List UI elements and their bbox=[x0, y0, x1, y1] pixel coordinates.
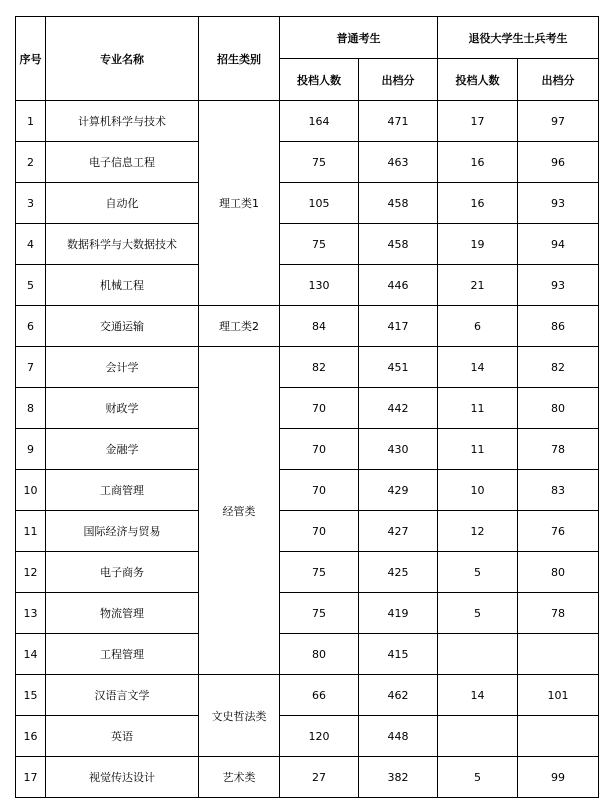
table-row bbox=[16, 470, 599, 511]
table-row bbox=[16, 675, 599, 716]
cell-major: 机械工程 bbox=[46, 265, 199, 306]
cell-regular-count: 75 bbox=[280, 142, 359, 183]
cell-veteran-count: 16 bbox=[438, 183, 518, 224]
cell-veteran-score: 94 bbox=[518, 224, 599, 265]
header-regular: 普通考生 bbox=[280, 17, 438, 59]
cell-index: 13 bbox=[16, 593, 46, 634]
cell-regular-score: 442 bbox=[359, 388, 438, 429]
cell-category: 艺术类 bbox=[199, 757, 280, 798]
cell-major: 财政学 bbox=[46, 388, 199, 429]
header-regular-count: 投档人数 bbox=[280, 59, 359, 101]
cell-regular-score: 458 bbox=[359, 224, 438, 265]
cell-index: 14 bbox=[16, 634, 46, 675]
header-regular-score: 出档分 bbox=[359, 59, 438, 101]
cell-category: 文史哲法类 bbox=[199, 675, 280, 757]
cell-index: 8 bbox=[16, 388, 46, 429]
cell-veteran-count: 5 bbox=[438, 552, 518, 593]
cell-veteran-count: 6 bbox=[438, 306, 518, 347]
cell-regular-score: 425 bbox=[359, 552, 438, 593]
cell-index: 15 bbox=[16, 675, 46, 716]
cell-veteran-count: 5 bbox=[438, 757, 518, 798]
cell-major: 英语 bbox=[46, 716, 199, 757]
cell-index: 1 bbox=[16, 101, 46, 142]
cell-veteran-count: 5 bbox=[438, 593, 518, 634]
header-veteran-count: 投档人数 bbox=[438, 59, 518, 101]
cell-index: 16 bbox=[16, 716, 46, 757]
cell-veteran-score: 83 bbox=[518, 470, 599, 511]
cell-veteran-score: 78 bbox=[518, 429, 599, 470]
cell-veteran-score: 97 bbox=[518, 101, 599, 142]
table-row bbox=[16, 716, 599, 757]
table-row bbox=[16, 306, 599, 347]
cell-regular-count: 70 bbox=[280, 388, 359, 429]
cell-veteran-score: 76 bbox=[518, 511, 599, 552]
cell-regular-score: 415 bbox=[359, 634, 438, 675]
cell-major: 物流管理 bbox=[46, 593, 199, 634]
cell-veteran-score: 78 bbox=[518, 593, 599, 634]
cell-major: 会计学 bbox=[46, 347, 199, 388]
cell-veteran-score bbox=[518, 716, 599, 757]
cell-index: 11 bbox=[16, 511, 46, 552]
cell-veteran-count bbox=[438, 716, 518, 757]
header-veteran-score: 出档分 bbox=[518, 59, 599, 101]
cell-veteran-count: 11 bbox=[438, 388, 518, 429]
cell-regular-score: 417 bbox=[359, 306, 438, 347]
cell-veteran-count: 21 bbox=[438, 265, 518, 306]
header-category: 招生类别 bbox=[199, 17, 280, 101]
table-row bbox=[16, 101, 599, 142]
cell-index: 12 bbox=[16, 552, 46, 593]
cell-veteran-count: 14 bbox=[438, 347, 518, 388]
cell-regular-score: 427 bbox=[359, 511, 438, 552]
cell-regular-score: 458 bbox=[359, 183, 438, 224]
cell-veteran-count: 12 bbox=[438, 511, 518, 552]
cell-regular-score: 462 bbox=[359, 675, 438, 716]
cell-major: 工程管理 bbox=[46, 634, 199, 675]
cell-major: 汉语言文学 bbox=[46, 675, 199, 716]
cell-veteran-score: 86 bbox=[518, 306, 599, 347]
cell-regular-count: 75 bbox=[280, 593, 359, 634]
cell-regular-count: 105 bbox=[280, 183, 359, 224]
cell-major: 计算机科学与技术 bbox=[46, 101, 199, 142]
cell-major: 交通运输 bbox=[46, 306, 199, 347]
admission-table bbox=[15, 16, 599, 798]
table-row bbox=[16, 552, 599, 593]
cell-index: 9 bbox=[16, 429, 46, 470]
cell-veteran-count: 19 bbox=[438, 224, 518, 265]
cell-index: 10 bbox=[16, 470, 46, 511]
cell-index: 4 bbox=[16, 224, 46, 265]
cell-category: 理工类2 bbox=[199, 306, 280, 347]
cell-veteran-score: 80 bbox=[518, 552, 599, 593]
cell-regular-score: 448 bbox=[359, 716, 438, 757]
cell-regular-count: 66 bbox=[280, 675, 359, 716]
table-row bbox=[16, 429, 599, 470]
cell-major: 视觉传达设计 bbox=[46, 757, 199, 798]
cell-index: 17 bbox=[16, 757, 46, 798]
cell-major: 工商管理 bbox=[46, 470, 199, 511]
cell-regular-count: 164 bbox=[280, 101, 359, 142]
cell-category: 经管类 bbox=[199, 347, 280, 675]
table-row bbox=[16, 388, 599, 429]
cell-veteran-count: 16 bbox=[438, 142, 518, 183]
cell-veteran-count: 14 bbox=[438, 675, 518, 716]
cell-veteran-score: 82 bbox=[518, 347, 599, 388]
cell-major: 国际经济与贸易 bbox=[46, 511, 199, 552]
cell-regular-score: 419 bbox=[359, 593, 438, 634]
table-row bbox=[16, 511, 599, 552]
cell-major: 自动化 bbox=[46, 183, 199, 224]
cell-regular-score: 471 bbox=[359, 101, 438, 142]
cell-veteran-score: 93 bbox=[518, 183, 599, 224]
cell-regular-count: 75 bbox=[280, 224, 359, 265]
header-index: 序号 bbox=[16, 17, 46, 101]
table-row bbox=[16, 142, 599, 183]
cell-regular-count: 70 bbox=[280, 470, 359, 511]
cell-major: 电子信息工程 bbox=[46, 142, 199, 183]
cell-index: 6 bbox=[16, 306, 46, 347]
cell-index: 3 bbox=[16, 183, 46, 224]
cell-major: 数据科学与大数据技术 bbox=[46, 224, 199, 265]
cell-regular-count: 84 bbox=[280, 306, 359, 347]
cell-veteran-count: 10 bbox=[438, 470, 518, 511]
cell-index: 2 bbox=[16, 142, 46, 183]
header-veteran: 退役大学生士兵考生 bbox=[438, 17, 599, 59]
cell-veteran-score: 99 bbox=[518, 757, 599, 798]
cell-index: 5 bbox=[16, 265, 46, 306]
table-row bbox=[16, 593, 599, 634]
cell-veteran-score: 80 bbox=[518, 388, 599, 429]
cell-regular-score: 463 bbox=[359, 142, 438, 183]
table-row bbox=[16, 224, 599, 265]
cell-veteran-score: 96 bbox=[518, 142, 599, 183]
cell-veteran-score: 101 bbox=[518, 675, 599, 716]
cell-regular-count: 75 bbox=[280, 552, 359, 593]
table-row bbox=[16, 265, 599, 306]
cell-regular-count: 70 bbox=[280, 511, 359, 552]
cell-veteran-score bbox=[518, 634, 599, 675]
cell-regular-score: 451 bbox=[359, 347, 438, 388]
cell-veteran-count: 17 bbox=[438, 101, 518, 142]
cell-regular-count: 130 bbox=[280, 265, 359, 306]
header-major: 专业名称 bbox=[46, 17, 199, 101]
cell-regular-count: 82 bbox=[280, 347, 359, 388]
cell-veteran-count: 11 bbox=[438, 429, 518, 470]
table-row bbox=[16, 183, 599, 224]
cell-veteran-score: 93 bbox=[518, 265, 599, 306]
cell-regular-score: 430 bbox=[359, 429, 438, 470]
cell-regular-score: 382 bbox=[359, 757, 438, 798]
cell-index: 7 bbox=[16, 347, 46, 388]
table-row bbox=[16, 347, 599, 388]
cell-regular-score: 429 bbox=[359, 470, 438, 511]
table-row bbox=[16, 634, 599, 675]
cell-regular-count: 27 bbox=[280, 757, 359, 798]
cell-regular-score: 446 bbox=[359, 265, 438, 306]
cell-regular-count: 120 bbox=[280, 716, 359, 757]
cell-regular-count: 80 bbox=[280, 634, 359, 675]
cell-major: 电子商务 bbox=[46, 552, 199, 593]
cell-regular-count: 70 bbox=[280, 429, 359, 470]
cell-category: 理工类1 bbox=[199, 101, 280, 306]
table-row bbox=[16, 757, 599, 798]
cell-veteran-count bbox=[438, 634, 518, 675]
cell-major: 金融学 bbox=[46, 429, 199, 470]
